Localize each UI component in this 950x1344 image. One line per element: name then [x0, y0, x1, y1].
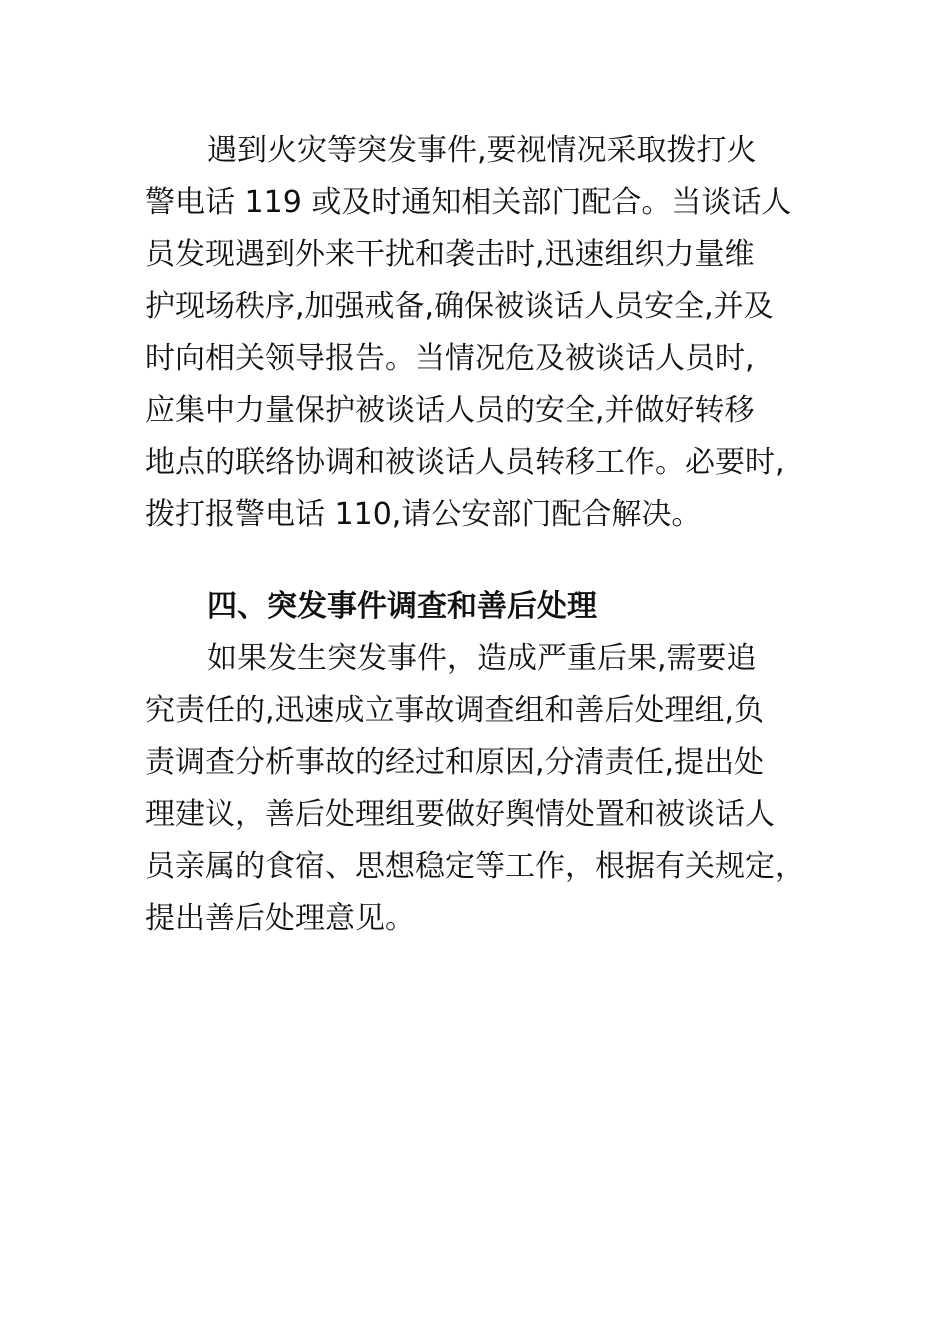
- text-line: 遇到火灾等突发事件,要视情况采取拨打火: [207, 133, 757, 168]
- text-line: 应集中力量保护被谈话人员的安全,并做好转移: [145, 393, 755, 428]
- text-line: 如果发生突发事件，造成严重后果,需要追: [207, 641, 757, 676]
- text-line: 员亲属的食宿、思想稳定等工作，根据有关规定，: [145, 849, 805, 884]
- text-line: 护现场秩序,加强戒备,确保被谈话人员安全,并及: [145, 289, 774, 324]
- text-line: 究责任的,迅速成立事故调查组和善后处理组,负: [145, 693, 765, 728]
- text-line: 提出善后处理意见。: [145, 901, 415, 936]
- text-line: 地点的联络协调和被谈话人员转移工作。必要时,: [145, 445, 785, 480]
- text-line: 时向相关领导报告。当情况危及被谈话人员时,: [145, 341, 755, 376]
- text-line: 警电话 119 或及时通知相关部门配合。当谈话人: [145, 185, 792, 220]
- document-body: [145, 125, 825, 945]
- text-line: 责调查分析事故的经过和原因,分清责任,提出处: [145, 745, 765, 780]
- paragraph-1: [145, 125, 825, 541]
- text-line: 理建议，善后处理组要做好舆情处置和被谈话人: [145, 797, 775, 832]
- text-line: 拨打报警电话 110,请公安部门配合解决。: [145, 497, 702, 532]
- text-line: 员发现遇到外来干扰和袭击时,迅速组织力量维: [145, 237, 755, 272]
- section-heading: 四、突发事件调查和善后处理: [207, 589, 597, 624]
- paragraph-2: [145, 633, 825, 945]
- paragraph-spacer: [145, 541, 825, 581]
